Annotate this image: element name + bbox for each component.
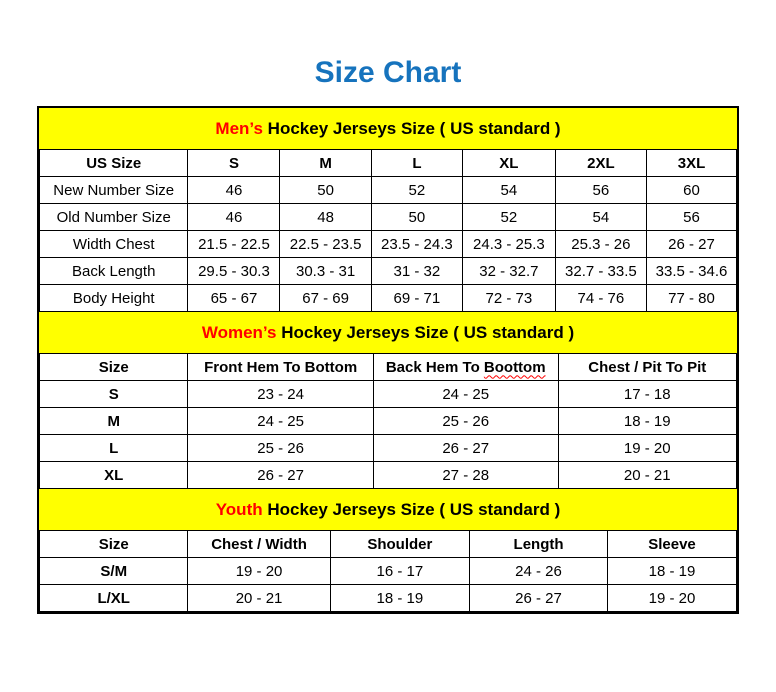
- mens-value-cell: 30.3 - 31: [280, 258, 371, 285]
- womens-row-label: XL: [40, 462, 188, 489]
- womens-value-cell: 26 - 27: [373, 435, 558, 462]
- womens-header-3: Chest / Pit To Pit: [558, 354, 736, 381]
- mens-row-label: Body Height: [40, 285, 188, 312]
- womens-row-0: [40, 381, 737, 408]
- womens-header-0: Size: [40, 354, 188, 381]
- mens-value-cell: 56: [555, 177, 646, 204]
- mens-value-cell: 25.3 - 26: [555, 231, 646, 258]
- youth-value-cell: 19 - 20: [188, 558, 330, 585]
- mens-row-label: New Number Size: [40, 177, 188, 204]
- mens-value-cell: 23.5 - 24.3: [371, 231, 462, 258]
- womens-header-row: [40, 354, 737, 381]
- womens-row-label: M: [40, 408, 188, 435]
- mens-value-cell: 22.5 - 23.5: [280, 231, 371, 258]
- mens-value-cell: 48: [280, 204, 371, 231]
- youth-value-cell: 20 - 21: [188, 585, 330, 612]
- youth-value-cell: 26 - 27: [470, 585, 608, 612]
- mens-value-cell: 29.5 - 30.3: [188, 258, 280, 285]
- womens-row-3: [40, 462, 737, 489]
- womens-row-label: S: [40, 381, 188, 408]
- mens-banner-highlight: Men’s: [215, 119, 263, 138]
- mens-value-cell: 24.3 - 25.3: [463, 231, 556, 258]
- youth-header-2: Shoulder: [330, 531, 469, 558]
- youth-banner-text: Hockey Jerseys Size ( US standard ): [262, 500, 561, 519]
- mens-value-cell: 54: [463, 177, 556, 204]
- womens-value-cell: 24 - 25: [373, 381, 558, 408]
- mens-value-cell: 77 - 80: [647, 285, 737, 312]
- womens-value-cell: 18 - 19: [558, 408, 736, 435]
- mens-value-cell: 32.7 - 33.5: [555, 258, 646, 285]
- youth-value-cell: 19 - 20: [608, 585, 737, 612]
- womens-section: [39, 312, 737, 489]
- mens-row-label: Old Number Size: [40, 204, 188, 231]
- mens-size-table: [39, 149, 737, 312]
- mens-value-cell: 67 - 69: [280, 285, 371, 312]
- mens-value-cell: 50: [371, 204, 462, 231]
- mens-banner: [39, 108, 737, 149]
- womens-row-label: L: [40, 435, 188, 462]
- womens-value-cell: 19 - 20: [558, 435, 736, 462]
- mens-value-cell: 52: [371, 177, 462, 204]
- mens-value-cell: 46: [188, 204, 280, 231]
- youth-value-cell: 18 - 19: [330, 585, 469, 612]
- womens-banner-highlight: Women’s: [201, 323, 277, 342]
- womens-value-cell: 25 - 26: [373, 408, 558, 435]
- mens-banner-text: Hockey Jerseys Size ( US standard ): [262, 119, 561, 138]
- mens-row-4: [40, 285, 737, 312]
- womens-value-cell: 20 - 21: [558, 462, 736, 489]
- mens-row-1: [40, 204, 737, 231]
- mens-value-cell: 26 - 27: [647, 231, 737, 258]
- youth-header-3: Length: [470, 531, 608, 558]
- mens-value-cell: 60: [647, 177, 737, 204]
- mens-header-row: [40, 150, 737, 177]
- mens-value-cell: 69 - 71: [371, 285, 462, 312]
- womens-banner: [39, 312, 737, 353]
- youth-header-4: Sleeve: [608, 531, 737, 558]
- youth-value-cell: 24 - 26: [470, 558, 608, 585]
- youth-banner: [39, 489, 737, 530]
- youth-header-row: [40, 531, 737, 558]
- mens-section: [39, 108, 737, 312]
- mens-header-1: S: [188, 150, 280, 177]
- mens-row-label: Back Length: [40, 258, 188, 285]
- womens-value-cell: 27 - 28: [373, 462, 558, 489]
- mens-header-2: M: [280, 150, 371, 177]
- mens-value-cell: 52: [463, 204, 556, 231]
- womens-value-cell: 17 - 18: [558, 381, 736, 408]
- page-title: Size Chart: [314, 56, 462, 89]
- mens-header-0: US Size: [40, 150, 188, 177]
- womens-value-cell: 25 - 26: [188, 435, 373, 462]
- youth-size-table: [39, 530, 737, 612]
- mens-header-4: XL: [463, 150, 556, 177]
- womens-value-cell: 26 - 27: [188, 462, 373, 489]
- mens-value-cell: 46: [188, 177, 280, 204]
- youth-row-1: [40, 585, 737, 612]
- youth-value-cell: 16 - 17: [330, 558, 469, 585]
- mens-value-cell: 54: [555, 204, 646, 231]
- youth-row-0: [40, 558, 737, 585]
- womens-value-cell: 23 - 24: [188, 381, 373, 408]
- womens-banner-text: Hockey Jerseys Size ( US standard ): [276, 323, 575, 342]
- youth-value-cell: 18 - 19: [608, 558, 737, 585]
- mens-value-cell: 65 - 67: [188, 285, 280, 312]
- mens-row-3: [40, 258, 737, 285]
- womens-header-2: Back Hem To Boottom: [373, 354, 558, 381]
- mens-value-cell: 32 - 32.7: [463, 258, 556, 285]
- mens-row-0: [40, 177, 737, 204]
- womens-size-table: [39, 353, 737, 489]
- mens-value-cell: 21.5 - 22.5: [188, 231, 280, 258]
- womens-row-1: [40, 408, 737, 435]
- mens-header-6: 3XL: [647, 150, 737, 177]
- youth-section: [39, 489, 737, 612]
- mens-header-5: 2XL: [555, 150, 646, 177]
- mens-row-label: Width Chest: [40, 231, 188, 258]
- mens-value-cell: 33.5 - 34.6: [647, 258, 737, 285]
- misspelled-word: Boottom: [483, 358, 546, 376]
- womens-value-cell: 24 - 25: [188, 408, 373, 435]
- youth-header-0: Size: [40, 531, 188, 558]
- mens-value-cell: 50: [280, 177, 371, 204]
- mens-header-3: L: [371, 150, 462, 177]
- mens-value-cell: 72 - 73: [463, 285, 556, 312]
- size-chart: [37, 106, 739, 614]
- youth-header-1: Chest / Width: [188, 531, 330, 558]
- mens-value-cell: 56: [647, 204, 737, 231]
- youth-banner-highlight: Youth: [215, 500, 263, 519]
- womens-row-2: [40, 435, 737, 462]
- mens-value-cell: 74 - 76: [555, 285, 646, 312]
- mens-value-cell: 31 - 32: [371, 258, 462, 285]
- youth-row-label: L/XL: [40, 585, 188, 612]
- mens-row-2: [40, 231, 737, 258]
- youth-row-label: S/M: [40, 558, 188, 585]
- womens-header-1: Front Hem To Bottom: [188, 354, 373, 381]
